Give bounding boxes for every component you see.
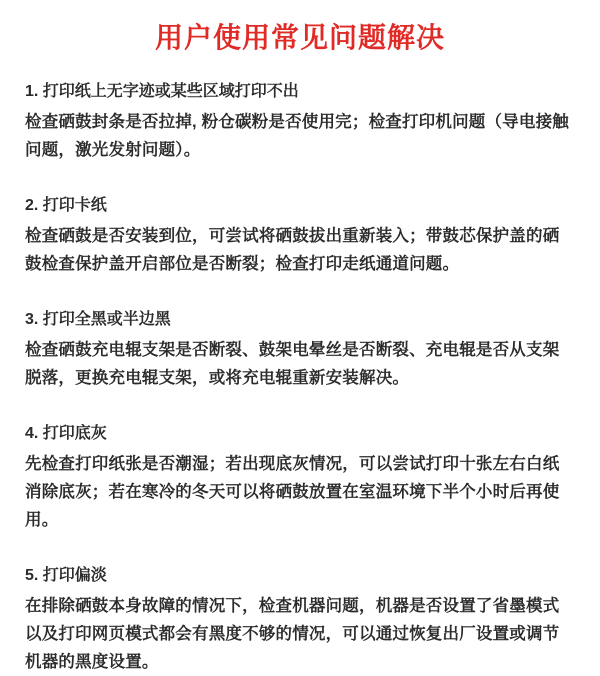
section-heading: 3. 打印全黑或半边黑	[25, 311, 171, 328]
faq-section-3	[25, 309, 575, 392]
section-heading: 2. 打印卡纸	[25, 197, 107, 214]
page-title: 用户使用常见问题解决	[154, 22, 445, 53]
section-body: 先检查打印纸张是否潮湿；若出现底灰情况，可以尝试打印十张左右白纸消除底灰；若在寒冷的冬天可以将硒鼓放置在室温环境下半个小时后再使用。	[25, 455, 560, 529]
section-heading: 5. 打印偏淡	[25, 567, 107, 584]
faq-section-1	[25, 81, 575, 164]
faq-section-2	[25, 195, 575, 278]
faq-section-4	[25, 423, 575, 534]
section-body: 检查硒鼓封条是否拉掉, 粉仓碳粉是否使用完；检查打印机问题（导电接触问题，激光发射问题）。	[25, 113, 569, 159]
section-body: 检查硒鼓是否安装到位，可尝试将硒鼓拔出重新装入；带鼓芯保护盖的硒鼓检查保护盖开启部位是否断裂；检查打印走纸通道问题。	[25, 227, 560, 273]
faq-section-5	[25, 565, 575, 676]
section-body: 在排除硒鼓本身故障的情况下，检查机器问题，机器是否设置了省墨模式以及打印网页模式都会有黑度不够的情况，可以通过恢复出厂设置或调节机器的黑度设置。	[25, 597, 560, 671]
section-body: 检查硒鼓充电辊支架是否断裂、鼓架电晕丝是否断裂、充电辊是否从支架脱落，更换充电辊支架，或将充电辊重新安装解决。	[25, 341, 560, 387]
section-heading: 1. 打印纸上无字迹或某些区域打印不出	[25, 83, 299, 100]
section-heading: 4. 打印底灰	[25, 425, 107, 442]
